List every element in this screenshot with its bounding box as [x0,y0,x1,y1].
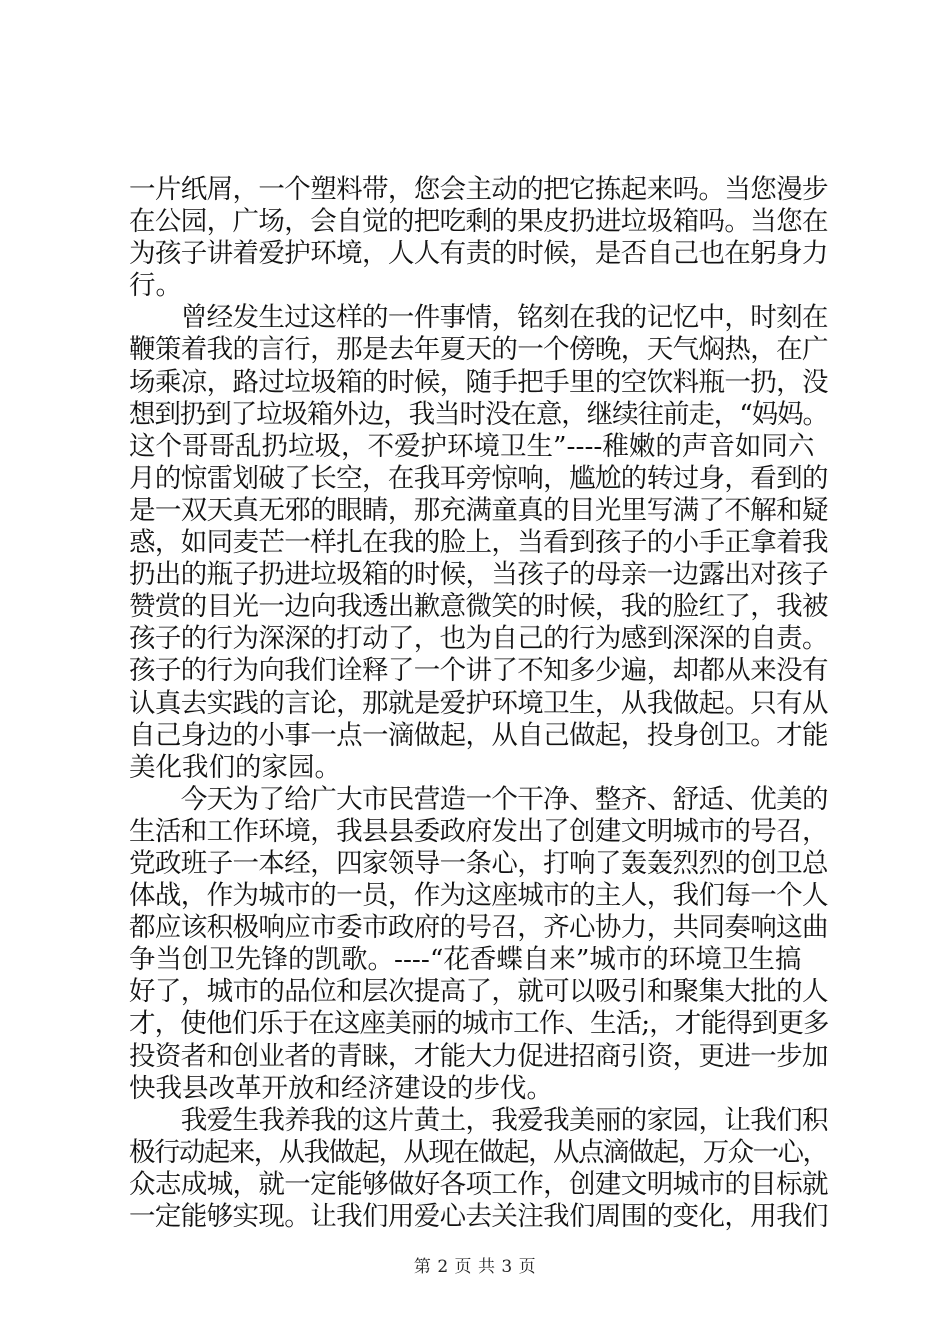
text-line: 认真去实践的言论，那就是爱护环境卫生，从我做起。只有从 [129,687,828,719]
text-line: 一定能够实现。让我们用爱心去关注我们周围的变化，用我们 [129,1201,828,1232]
text-line: 才，使他们乐于在这座美丽的城市工作、生活;，才能得到更多 [129,1008,829,1040]
text-line: 为孩子讲着爱护环境，人人有责的时候，是否自己也在躬身力 [129,238,828,270]
text-line: 惑，如同麦芒一样扎在我的脸上，当看到孩子的小手正拿着我 [129,527,828,559]
text-line: 投资者和创业者的青睐，才能大力促进招商引资，更进一步加 [129,1040,828,1072]
text-line: 行。 [129,270,182,302]
text-line: 孩子的行为向我们诠释了一个讲了不知多少遍，却都从来没有 [129,655,828,687]
text-line: 是一双天真无邪的眼睛，那充满童真的目光里写满了不解和疑 [129,494,828,526]
text-line: 扔出的瓶子扔进垃圾箱的时候，当孩子的母亲一边露出对孩子 [129,559,828,591]
text-line: 党政班子一本经，四家领导一条心，打响了轰轰烈烈的创卫总 [129,847,828,879]
text-line: 想到扔到了垃圾箱外边，我当时没在意，继续往前走，“妈妈。 [129,398,828,430]
text-line: 快我县改革开放和经济建设的步伐。 [129,1072,553,1104]
text-line: 体战，作为城市的一员，作为这座城市的主人，我们每一个人 [129,880,828,912]
text-line: 一片纸屑，一个塑料带，您会主动的把它拣起来吗。当您漫步 [129,174,828,205]
text-line: 自己身边的小事一点一滴做起，从自己做起，投身创卫。才能 [129,719,828,751]
text-line: 我爱生我养我的这片黄土，我爱我美丽的家园，让我们积 [129,1104,828,1136]
text-line: 孩子的行为深深的打动了，也为自己的行为感到深深的自责。 [129,623,828,655]
text-line: 鞭策着我的言行，那是去年夏天的一个傍晚，天气焖热，在广 [129,334,828,366]
text-line: 生活和工作环境，我县县委政府发出了创建文明城市的号召， [129,815,828,847]
text-line: 争当创卫先锋的凯歌。----“花香蝶自来”城市的环境卫生搞 [129,944,802,976]
text-line: 曾经发生过这样的一件事情，铭刻在我的记忆中，时刻在 [129,302,828,334]
text-line: 都应该积极响应市委市政府的号召，齐心协力，共同奏响这曲 [129,912,828,944]
text-line: 美化我们的家园。 [129,751,341,783]
text-line: 这个哥哥乱扔垃圾，不爱护环境卫生”----稚嫩的声音如同六 [129,430,815,462]
text-line: 月的惊雷划破了长空，在我耳旁惊响，尴尬的转过身，看到的 [129,462,828,494]
text-line: 今天为了给广大市民营造一个干净、整齐、舒适、优美的 [129,783,828,815]
text-line: 场乘凉，路过垃圾箱的时候，随手把手里的空饮料瓶一扔，没 [129,366,828,398]
body-text [129,174,829,1233]
page-footer: 第 2 页 共 3 页 [413,1257,537,1277]
text-line: 极行动起来，从我做起，从现在做起，从点滴做起，万众一心， [129,1136,828,1168]
text-line: 在公园，广场，会自觉的把吃剩的果皮扔进垃圾箱吗。当您在 [129,206,828,238]
text-line: 好了，城市的品位和层次提高了，就可以吸引和聚集大批的人 [129,976,828,1008]
text-line: 众志成城，就一定能够做好各项工作，创建文明城市的目标就 [129,1168,828,1200]
text-line: 赞赏的目光一边向我透出歉意微笑的时候，我的脸红了，我被 [129,591,828,623]
